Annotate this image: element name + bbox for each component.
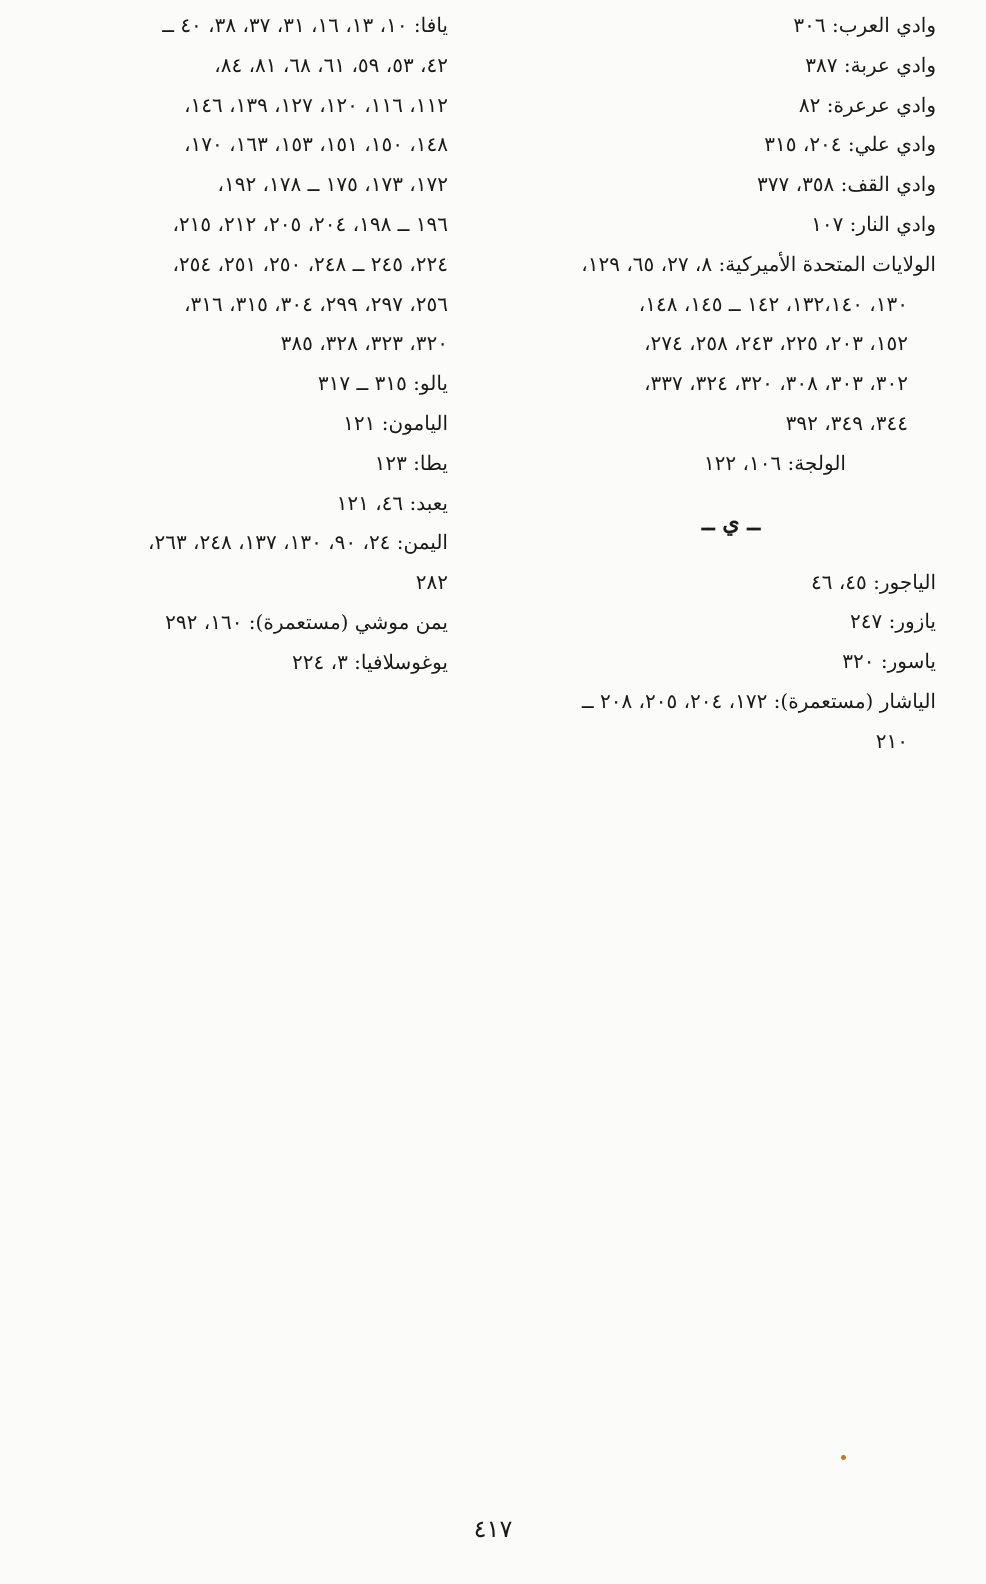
index-entry-line: ١٥٢، ٢٠٣، ٢٢٥، ٢٤٣، ٢٥٨، ٢٧٤، [644,331,908,356]
index-entry-line: ١٤٨، ١٥٠، ١٥١، ١٥٣، ١٦٣، ١٧٠، [184,132,448,157]
index-entry-line: يطا: ١٢٣ [374,450,448,475]
index-entry-line: يازور: ٢٤٧ [850,609,936,634]
index-entry-line: وادي العرب: ٣٠٦ [793,13,936,37]
index-entry-line: يالو: ٣١٥ ــ ٣١٧ [317,371,448,396]
index-entry-line: الولايات المتحدة الأميركية: ٨، ٢٧، ٦٥، ١٢٩، [581,251,936,276]
index-entry-line: ٢٢٤، ٢٤٥ ــ ٢٤٨، ٢٥٠، ٢٥١، ٢٥٤، [172,251,448,276]
index-entry-line: اليامون: ١٢١ [343,410,448,435]
index-entry-line: ١٣٠، ١٣٢،١٤٠، ١٤٢ ــ ١٤٥، ١٤٨، [638,291,908,316]
index-entry-line: يعبد: ٤٦، ١٢١ [336,490,448,515]
index-entry-line: ٣٢٠، ٣٢٣، ٣٢٨، ٣٨٥ [280,331,448,356]
index-entry-line: ياسور: ٣٢٠ [842,649,936,674]
index-entry-line: ٢٨٢ [415,570,448,595]
index-entry-line: يوغوسلافيا: ٣، ٢٢٤ [292,649,448,674]
index-entry-line: وادي القف: ٣٥٨، ٣٧٧ [757,172,936,197]
section-heading-ya: ــ ي ــ [701,509,761,536]
index-entry-line: ١١٢، ١١٦، ١٢٠، ١٢٧، ١٣٩، ١٤٦، [184,92,448,117]
index-entry-line: الياجور: ٤٥، ٤٦ [810,569,936,594]
index-entry-line: يافا: ١٠، ١٣، ١٦، ٣١، ٣٧، ٣٨، ٤٠ ــ [162,13,448,37]
index-entry-line: الولجة: ١٠٦، ١٢٢ [703,450,846,475]
left-column-entries [18,6,448,683]
index-entry-line: اليمن: ٢٤، ٩٠، ١٣٠، ١٣٧، ٢٤٨، ٢٦٣، [147,530,448,555]
ink-speck [841,1455,846,1460]
index-entry-line: ١٧٢، ١٧٣، ١٧٥ ــ ١٧٨، ١٩٢، [217,172,448,197]
index-entry-line: ١٩٦ ــ ١٩٨، ٢٠٤، ٢٠٥، ٢١٢، ٢١٥، [172,211,448,236]
index-entry-line: ٣٤٤، ٣٤٩، ٣٩٢ [785,410,908,435]
right-column-entries [486,6,936,484]
right-column [486,6,936,762]
page-number: ٤١٧ [473,1515,513,1543]
index-entry-line: ٤٢، ٥٣، ٥٩، ٦١، ٦٨، ٨١، ٨٤، [214,52,448,77]
index-entry-line: الياشار (مستعمرة): ١٧٢، ٢٠٤، ٢٠٥، ٢٠٨ ــ [581,688,936,713]
index-entry-line: وادي عربة: ٣٨٧ [805,52,936,77]
index-entry-line: ٢١٠ [875,728,908,753]
index-entry-line: يمن موشي (مستعمرة): ١٦٠، ٢٩٢ [165,609,448,634]
index-entry-line: وادي النار: ١٠٧ [811,211,936,236]
right-column-entries-ya [486,563,936,762]
index-entry-line: ٢٥٦، ٢٩٧، ٢٩٩، ٣٠٤، ٣١٥، ٣١٦، [184,291,448,316]
index-entry-line: ٣٠٢، ٣٠٣، ٣٠٨، ٣٢٠، ٣٢٤، ٣٣٧، [644,371,908,396]
left-column [18,6,448,683]
index-entry-line: وادي علي: ٢٠٤، ٣١٥ [764,132,936,157]
index-entry-line: وادي عرعرة: ٨٢ [798,92,936,117]
